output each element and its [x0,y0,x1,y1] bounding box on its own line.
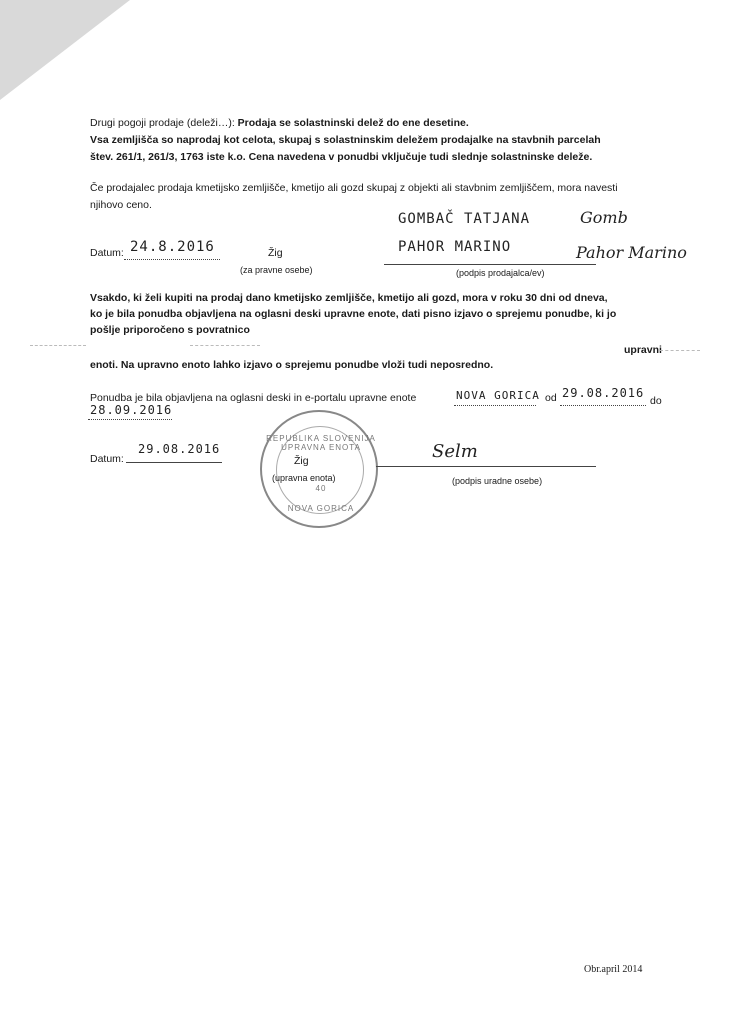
buildings-note-line-2: njihovo ceno. [90,199,152,211]
notice-line-1: Vsakdo, ki želi kupiti na prodaj dano kmetijsko zemljišče, kmetijo ali gozd, mora v roku 30 dni od dneva, [90,292,608,304]
seller-datum-label: Datum: [90,247,124,259]
publication-unit: NOVA GORICA [456,389,540,402]
office-datum-label: Datum: [90,453,124,465]
notice-line-2: ko je bila ponudba objavljena na oglasni deski upravne enote, dati pisno izjavo o sprejemu ponudbe, ki jo [90,308,617,320]
notice-line-4: enoti. Na upravno enoto lahko izjavo o sprejemu ponudbe vloži tudi neposredno. [90,359,494,371]
stamp-number: 40 [315,484,327,493]
publication-od-label: od [545,392,557,404]
seller-signature-2: Pahor Marino [576,243,687,262]
publication-unit-line [454,405,536,406]
stamp-bottom-text: NOVA GORICA [287,504,355,513]
stamp-top-text: REPUBLIKA SLOVENIJA UPRAVNA ENOTA [266,434,376,452]
scan-mark-left [30,345,86,346]
seller-datum-line [124,259,220,260]
seller-sig-caption: (podpis prodajalca/ev) [456,268,545,278]
conditions-label: Drugi pogoji prodaje (deleži…): [90,117,235,129]
office-zig-label: Žig [294,455,309,467]
publication-from-date: 29.08.2016 [562,386,645,400]
office-zig-sub: (upravna enota) [272,473,336,483]
conditions-line-2: Vsa zemljišča so naprodaj kot celota, skupaj s solastninskim deležem prodajalke na stavbnih parcelah [90,134,601,146]
publication-from-line [560,405,646,406]
conditions-line-1 [90,116,469,131]
official-stamp [260,410,378,528]
seller-signature-line [384,264,596,265]
office-datum-value: 29.08.2016 [138,442,221,456]
office-datum-line [126,462,222,463]
official-signature-line [376,466,596,467]
notice-line-3: pošlje priporočeno s povratnico [90,324,250,336]
scan-mark-right [660,350,700,351]
official-sig-caption: (podpis uradne osebe) [452,476,543,486]
scan-corner [0,0,130,100]
conditions-line-3: štev. 261/1, 261/3, 1763 iste k.o. Cena navedena v ponudbi vključuje tudi slednje solastninske deleže. [90,151,593,163]
notice-line-3-end: upravni [624,344,662,356]
official-signature: Selm [432,441,478,462]
buildings-note-line-1: Če prodajalec prodaja kmetijsko zemljišče, kmetijo ali gozd skupaj z objekti ali stavbnim zemljiščem, mora navesti [90,182,618,194]
form-reference: Obr.april 2014 [584,964,643,975]
seller-signature-1: Gomb [580,208,628,227]
seller-name-1: GOMBAČ TATJANA [398,211,531,227]
publication-to-date: 28.09.2016 [90,403,173,417]
seller-zig-sub: (za pravne osebe) [240,265,313,275]
seller-datum-value: 24.8.2016 [130,239,215,255]
publication-do-label: do [650,395,662,407]
publication-to-line [88,419,172,420]
conditions-text: Prodaja se solastninski delež do ene desetine. [237,117,469,129]
seller-name-2: PAHOR MARINO [398,239,512,255]
seller-zig-label: Žig [268,247,283,259]
scan-mark-mid [190,345,260,346]
publication-text: Ponudba je bila objavljena na oglasni deski in e-portalu upravne enote [90,392,417,404]
